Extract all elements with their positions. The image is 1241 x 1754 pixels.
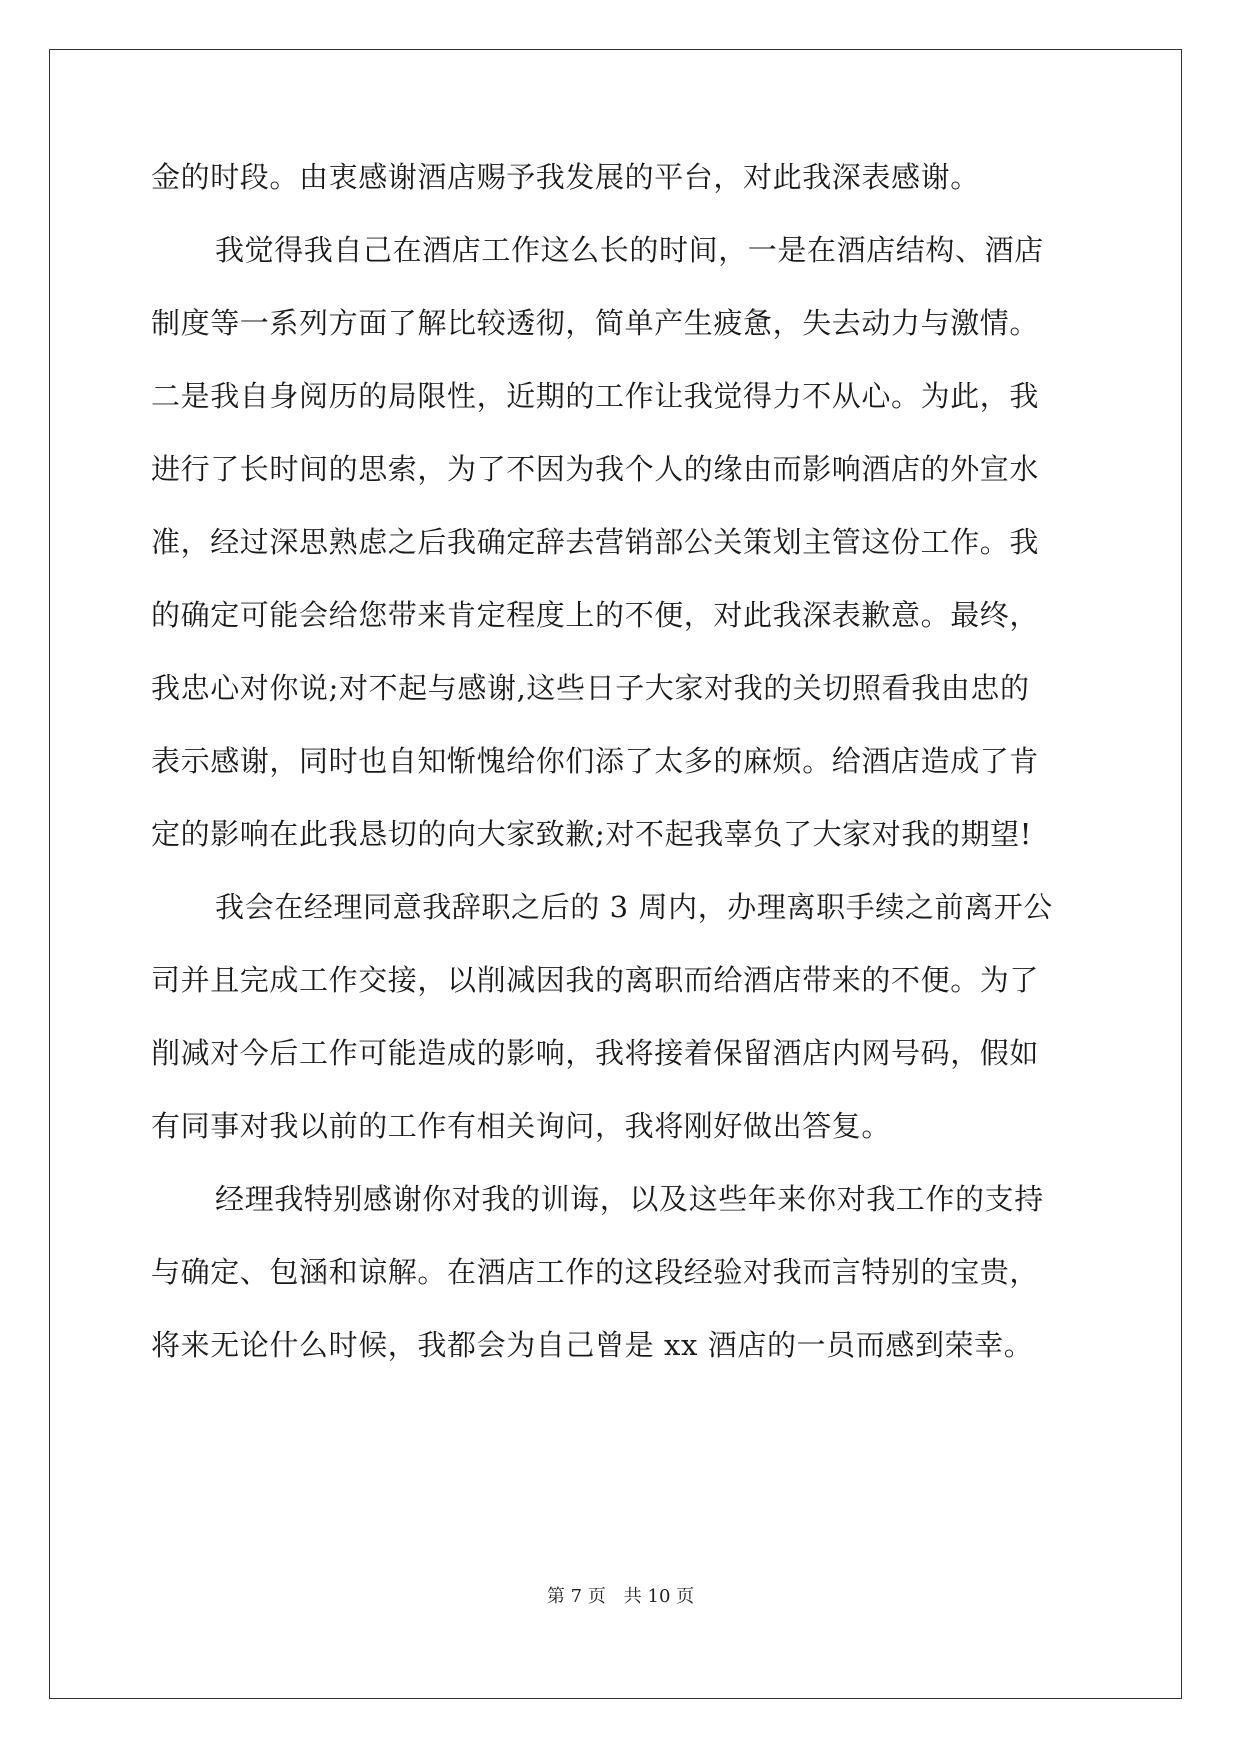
- paragraph-first-line: 我觉得我自己在酒店工作这么长的时间，一是在酒店结构、酒店: [215, 233, 1044, 267]
- text-line: 制度等一系列方面了解比较透彻，简单产生疲惫，失去动力与激情。: [151, 306, 1040, 340]
- text-line: 进行了长时间的思索，为了不因为我个人的缘由而影响酒店的外宣水: [151, 452, 1040, 486]
- text-line: 二是我自身阅历的局限性，近期的工作让我觉得力不从心。为此，我: [151, 379, 1040, 413]
- text-line: 准，经过深思熟虑之后我确定辞去营销部公关策划主管这份工作。我: [151, 525, 1040, 559]
- text-line: 司并且完成工作交接，以削减因我的离职而给酒店带来的不便。为了: [151, 963, 1040, 997]
- page-number-footer: 第 7 页 共 10 页: [546, 1586, 695, 1607]
- paragraph-first-line: 经理我特别感谢你对我的训诲，以及这些年来你对我工作的支持: [215, 1182, 1044, 1216]
- text-line: 将来无论什么时候，我都会为自己曾是 xx 酒店的一员而感到荣幸。: [151, 1328, 1034, 1362]
- text-line: 表示感谢，同时也自知惭愧给你们添了太多的麻烦。给酒店造成了肯: [151, 744, 1040, 778]
- text-line: 我忠心对你说;对不起与感谢,这些日子大家对我的关切照看我由忠的: [151, 671, 1030, 705]
- text-line: 金的时段。由衷感谢酒店赐予我发展的平台，对此我深表感谢。: [151, 160, 980, 194]
- text-line: 与确定、包涵和谅解。在酒店工作的这段经验对我而言特别的宝贵，: [151, 1255, 1040, 1289]
- paragraph-first-line: 我会在经理同意我辞职之后的 3 周内，办理离职手续之前离开公: [215, 890, 1053, 924]
- page-border: [49, 49, 1182, 1699]
- text-line: 定的影响在此我恳切的向大家致歉;对不起我辜负了大家对我的期望!: [151, 817, 1033, 851]
- text-line: 有同事对我以前的工作有相关询问，我将刚好做出答复。: [151, 1109, 892, 1143]
- text-line: 削减对今后工作可能造成的影响，我将接着保留酒店内网号码，假如: [151, 1036, 1040, 1070]
- text-line: 的确定可能会给您带来肯定程度上的不便，对此我深表歉意。最终，: [151, 598, 1040, 632]
